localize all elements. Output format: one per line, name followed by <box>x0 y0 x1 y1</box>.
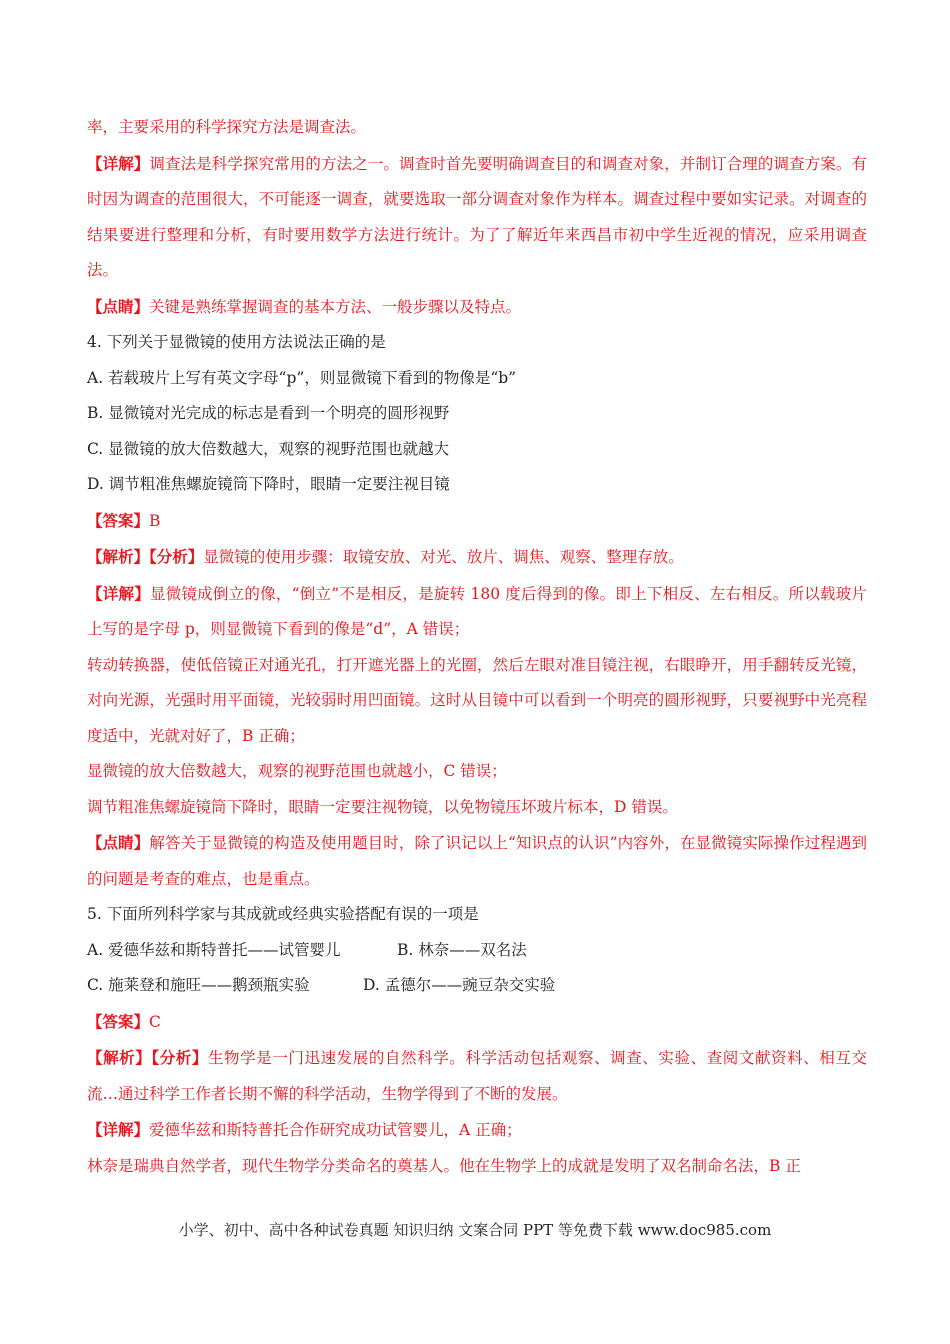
option-a: A. 爱德华兹和斯特普托——试管婴儿 <box>87 940 341 959</box>
section-tag: 【点睛】 <box>87 296 150 316</box>
paragraph-group-lower <box>87 1004 867 1185</box>
paragraph-text: 解答关于显微镜的构造及使用题目时，除了识记以上“知识点的认识”内容外，在显微镜实际操作过程遇到的问题是考查的难点，也是重点。 <box>87 834 867 888</box>
paragraph-text: 生物学是一门迅速发展的自然科学。科学活动包括观察、调查、实验、查阅文献资料、相互交流…通过科学工作者长期不懈的科学活动，生物学得到了不断的发展。 <box>87 1049 867 1103</box>
paragraph <box>87 146 867 289</box>
paragraph <box>87 539 867 576</box>
document-body <box>87 110 867 1184</box>
paragraph <box>87 576 867 648</box>
paragraph <box>87 648 867 755</box>
section-tag: 【解析】【分析】 <box>87 1048 208 1067</box>
paragraph-text: 调查法是科学探究常用的方法之一。调查时首先要明确调查目的和调查对象，并制订合理的调查方案。有时因为调查的范围很大，不可能逐一调查，就要选取一部分调查对象作为样本。调查过程中要如实记录。对调查的结果要进行整理和分析，有时要用数学方法进行统计。为了了解近年来西昌市初中学生近视的情况，应采用调查法。 <box>87 154 867 279</box>
paragraph-text: D. 调节粗准焦螺旋镜筒下降时，眼睛一定要注视目镜 <box>87 475 450 493</box>
paragraph <box>87 790 867 826</box>
paragraph-text: 转动转换器，使低倍镜正对通光孔，打开遮光器上的光圈，然后左眼对准目镜注视，右眼睁开，用手翻转反光镜，对向光源，光强时用平面镜，光较弱时用凹面镜。这时从目镜中可以看到一个明亮的圆形视野，只要视野中光亮程度适中，光就对好了，B 正确； <box>87 655 867 745</box>
section-tag: 【详解】 <box>87 153 150 173</box>
paragraph-text: 关键是熟练掌握调查的基本方法、一般步骤以及特点。 <box>149 297 522 316</box>
paragraph <box>87 325 867 361</box>
paragraph <box>87 110 867 146</box>
paragraph <box>87 289 867 326</box>
paragraph <box>87 825 867 897</box>
paragraph-text: 4. 下列关于显微镜的使用方法说法正确的是 <box>87 333 386 351</box>
section-tag: 【点睛】 <box>87 833 150 852</box>
section-tag: 【详解】 <box>87 583 150 603</box>
paragraph-text: 林奈是瑞典自然学者，现代生物学分类命名的奠基人。他在生物学上的成就是发明了双名制命名法，B 正 <box>87 1156 801 1175</box>
section-tag: 【详解】 <box>87 1120 150 1139</box>
paragraph <box>87 396 867 432</box>
paragraph-text: B. 显微镜对光完成的标志是看到一个明亮的圆形视野 <box>87 404 450 422</box>
section-tag: 【答案】 <box>87 510 150 530</box>
paragraph <box>87 1004 867 1041</box>
section-tag: 【答案】 <box>87 1011 150 1031</box>
paragraph <box>87 467 867 503</box>
paragraph <box>87 754 867 790</box>
paragraph <box>87 503 867 540</box>
option-b: B. 林奈——双名法 <box>397 940 527 959</box>
paragraph-text: B <box>149 511 161 530</box>
page-footer: 小学、初中、高中各种试卷真题 知识归纳 文案合同 PPT 等免费下载 www.doc985.com <box>178 1221 772 1239</box>
options-row-cd <box>87 968 867 1004</box>
paragraph-text: 5. 下面所列科学家与其成就或经典实验搭配有误的一项是 <box>87 905 479 923</box>
paragraph <box>87 1040 867 1112</box>
paragraph-text: 爱德华兹和斯特普托合作研究成功试管婴儿，A 正确； <box>149 1121 522 1139</box>
paragraph <box>87 1149 867 1185</box>
paragraph-text: 调节粗准焦螺旋镜筒下降时，眼睛一定要注视物镜，以免物镜压坏玻片标本，D 错误。 <box>87 797 678 816</box>
paragraph-group-upper <box>87 110 867 933</box>
paragraph-text: 显微镜成倒立的像，“倒立”不是相反，是旋转 180 度后得到的像。即上下相反、左右相反。所以载玻片上写的是字母 p，则显微镜下看到的像是“d”，A 错误； <box>87 584 867 638</box>
paragraph-text: C. 显微镜的放大倍数越大，观察的视野范围也就越大 <box>87 439 450 458</box>
paragraph <box>87 1112 867 1149</box>
paragraph <box>87 897 867 933</box>
paragraph-text: A. 若载玻片上写有英文字母“p”，则显微镜下看到的物像是“b” <box>87 368 517 387</box>
option-c: C. 施莱登和施旺——鹅颈瓶实验 <box>87 976 310 994</box>
paragraph-text: 显微镜的放大倍数越大，观察的视野范围也就越小，C 错误； <box>87 762 507 780</box>
paragraph-text: C <box>149 1012 161 1031</box>
option-d: D. 孟德尔——豌豆杂交实验 <box>363 976 556 994</box>
options-row-ab <box>87 933 867 969</box>
paragraph <box>87 432 867 468</box>
paragraph <box>87 361 867 397</box>
paragraph-text: 显微镜的使用步骤：取镜安放、对光、放片、调焦、观察、整理存放。 <box>203 548 684 566</box>
section-tag: 【解析】【分析】 <box>87 547 204 566</box>
paragraph-text: 率，主要采用的科学探究方法是调查法。 <box>87 118 367 136</box>
